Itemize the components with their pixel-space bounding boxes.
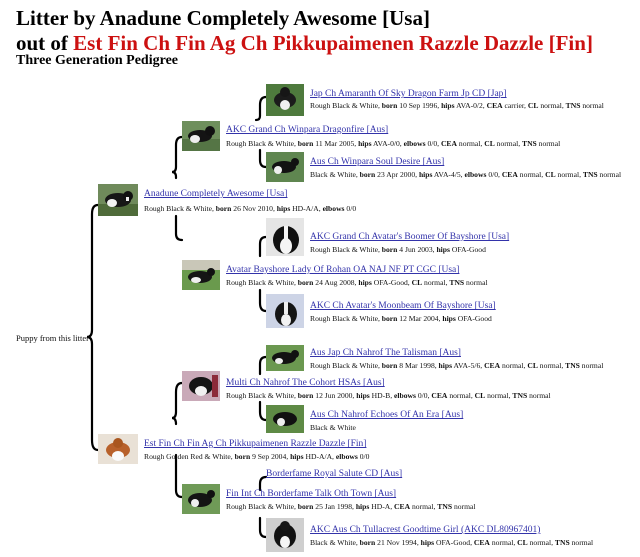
- dam-photo: [98, 434, 138, 464]
- dam-sire-sire-name-link[interactable]: Aus Jap Ch Nahrof The Talisman [Aus]: [310, 348, 461, 358]
- detail-key: TNS: [512, 391, 528, 400]
- detail-key: hips: [438, 361, 453, 370]
- detail-key: CL: [517, 538, 528, 547]
- detail-key: born: [359, 538, 376, 547]
- sire-dam-sire-photo: [266, 218, 304, 256]
- detail-key: hips: [276, 204, 291, 213]
- detail-key: elbows: [464, 170, 487, 179]
- detail-key: CL: [527, 361, 538, 370]
- sire-dam-sire-details: Rough Black & White, born 4 Jun 2003, hips OFA-Good: [310, 245, 486, 254]
- detail-key: born: [381, 361, 398, 370]
- out-of-label: out of: [16, 31, 68, 55]
- detail-key: hips: [358, 139, 372, 148]
- detail-key: CEA: [486, 101, 503, 110]
- dam-sire-name-link[interactable]: Multi Ch Nahrof The Cohort HSAs [Aus]: [226, 378, 385, 388]
- sire-sire-name-link[interactable]: AKC Grand Ch Winpara Dragonfire [Aus]: [226, 125, 389, 135]
- dam-sire-photo: [182, 371, 220, 401]
- litter-dam-line: [16, 31, 593, 55]
- dam-dam-name-link[interactable]: Fin Int Ch Borderfame Talk Oth Town [Aus]: [226, 489, 397, 499]
- detail-key: elbows: [322, 204, 345, 213]
- sire-sire-photo: [182, 121, 220, 151]
- detail-key: CEA: [501, 170, 518, 179]
- sire-sire-sire-photo: [266, 84, 304, 116]
- detail-key: born: [297, 502, 314, 511]
- detail-key: TNS: [449, 278, 465, 287]
- detail-key: born: [381, 101, 398, 110]
- dam-sire-sire-photo: [266, 345, 304, 371]
- detail-key: CEA: [431, 391, 448, 400]
- sire-dam-dam-photo: [266, 294, 304, 328]
- detail-key: CL: [411, 278, 423, 287]
- sire-sire-dam-photo: [266, 152, 304, 182]
- sire-dam-photo: [182, 260, 220, 290]
- dam-details: Rough Golden Red & White, born 9 Sep 2004, hips HD-A/A, elbows 0/0: [144, 452, 370, 461]
- detail-key: CEA: [394, 502, 411, 511]
- sire-photo: [98, 184, 138, 216]
- sire-dam-dam-name-link[interactable]: AKC Ch Avatar's Moonbeam Of Bayshore [Usa]: [310, 301, 496, 311]
- detail-key: TNS: [437, 502, 453, 511]
- sire-sire-dam-details: Black & White, born 23 Apr 2000, hips AVA-4/5, elbows 0/0, CEA normal, CL normal, TNS normal: [310, 170, 622, 179]
- detail-key: born: [297, 278, 314, 287]
- detail-key: hips: [436, 245, 450, 254]
- dam-dam-sire-name-link[interactable]: Borderfame Royal Salute CD [Aus]: [266, 469, 403, 479]
- detail-key: TNS: [565, 361, 580, 370]
- litter-title: Litter by Anadune Completely Awesome [Usa]: [16, 6, 430, 30]
- detail-key: TNS: [522, 139, 537, 148]
- puppy-label: Puppy from this litter: [16, 333, 89, 343]
- sire-sire-dam-name-link[interactable]: Aus Ch Winpara Soul Desire [Aus]: [310, 157, 445, 167]
- detail-key: hips: [418, 170, 433, 179]
- dam-sire-dam-photo: [266, 405, 304, 433]
- sire-sire-sire-name-link[interactable]: Jap Ch Amaranth Of Sky Dragon Farm Jp CD [Jap]: [310, 89, 507, 99]
- detail-key: hips: [356, 391, 370, 400]
- detail-key: TNS: [582, 170, 598, 179]
- dam-dam-details: Rough Black & White, born 25 Jan 1998, hips HD-A, CEA normal, TNS normal: [226, 502, 476, 511]
- detail-key: born: [297, 139, 314, 148]
- detail-key: CEA: [484, 361, 501, 370]
- detail-key: born: [381, 314, 398, 323]
- detail-key: born: [234, 452, 251, 461]
- dam-dam-dam-details: Black & White, born 21 Nov 1994, hips OFA-Good, CEA normal, CL normal, TNS normal: [310, 538, 594, 547]
- dam-dam-photo: [182, 484, 220, 514]
- detail-key: elbows: [335, 452, 358, 461]
- detail-key: TNS: [565, 101, 581, 110]
- detail-key: hips: [420, 538, 435, 547]
- sire-details: Rough Black & White, born 26 Nov 2010, hips HD-A/A, elbows 0/0: [144, 204, 357, 213]
- sire-dam-sire-name-link[interactable]: AKC Grand Ch Avatar's Boomer Of Bayshore [Usa]: [310, 232, 510, 242]
- dam-sire-dam-name-link[interactable]: Aus Ch Nahrof Echoes Of An Era [Aus]: [310, 410, 464, 420]
- detail-key: hips: [355, 502, 370, 511]
- detail-key: born: [297, 391, 314, 400]
- detail-key: CL: [474, 391, 486, 400]
- sire-dam-dam-details: Rough Black & White, born 12 Mar 2004, hips OFA-Good: [310, 314, 492, 323]
- dam-sire-dam-details: Black & White: [310, 423, 356, 432]
- detail-key: CL: [545, 170, 556, 179]
- detail-key: born: [215, 204, 232, 213]
- dam-title-name: Est Fin Ch Fin Ag Ch Pikkupaimenen Razzle Dazzle [Fin]: [73, 31, 593, 55]
- detail-key: hips: [290, 452, 304, 461]
- sire-sire-details: Rough Black & White, born 11 Mar 2005, hips AVA-0/0, elbows 0/0, CEA normal, CL normal, TNS normal: [226, 139, 561, 148]
- detail-key: CL: [484, 139, 495, 148]
- sire-name-link[interactable]: Anadune Completely Awesome [Usa]: [144, 189, 288, 199]
- dam-dam-dam-name-link[interactable]: AKC Aus Ch Tullacrest Goodtime Girl (AKC DL80967401): [310, 525, 541, 535]
- detail-key: CEA: [440, 139, 457, 148]
- dam-sire-details: Rough Black & White, born 12 Jun 2000, hips HD-B, elbows 0/0, CEA normal, CL normal, TNS normal: [226, 391, 551, 400]
- detail-key: CL: [527, 101, 539, 110]
- pedigree-subtitle: Three Generation Pedigree: [16, 53, 178, 68]
- detail-key: elbows: [394, 391, 416, 400]
- detail-key: TNS: [554, 538, 570, 547]
- dam-name-link[interactable]: Est Fin Ch Fin Ag Ch Pikkupaimenen Razzle Dazzle [Fin]: [144, 439, 367, 449]
- detail-key: hips: [358, 278, 372, 287]
- detail-key: hips: [442, 314, 456, 323]
- sire-dam-name-link[interactable]: Avatar Bayshore Lady Of Rohan OA NAJ NF PT CGC [Usa]: [226, 265, 460, 275]
- detail-key: born: [381, 245, 398, 254]
- detail-key: elbows: [403, 139, 426, 148]
- detail-key: born: [359, 170, 376, 179]
- detail-key: CEA: [473, 538, 490, 547]
- detail-key: hips: [441, 101, 455, 110]
- dam-sire-sire-details: Rough Black & White, born 8 Mar 1998, hips AVA-5/6, CEA normal, CL normal, TNS normal: [310, 361, 604, 370]
- dam-dam-dam-photo: [266, 518, 304, 552]
- sire-sire-sire-details: Rough Black & White, born 10 Sep 1996, hips AVA-0/2, CEA carrier, CL normal, TNS normal: [310, 101, 604, 110]
- sire-dam-details: Rough Black & White, born 24 Aug 2008, hips OFA-Good, CL normal, TNS normal: [226, 278, 488, 287]
